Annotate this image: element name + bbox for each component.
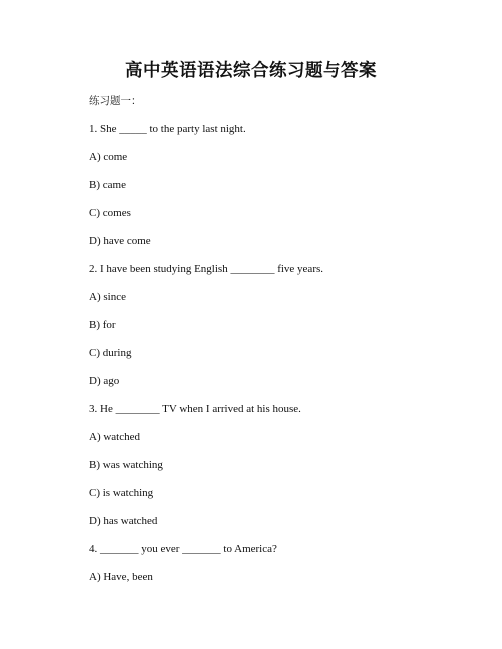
question-2-stem: 2. I have been studying English ________ five years.: [89, 263, 324, 275]
question-3-option-d: D) has watched: [89, 515, 158, 527]
document-title: 高中英语语法综合练习题与答案: [125, 61, 377, 81]
question-3-option-c: C) is watching: [89, 487, 154, 499]
question-2-option-a: A) since: [89, 291, 126, 303]
question-1-option-b: B) came: [89, 179, 126, 191]
question-1-option-a: A) come: [89, 151, 128, 163]
question-4-stem: 4. _______ you ever _______ to America?: [89, 543, 277, 555]
question-2-option-d: D) ago: [89, 375, 120, 387]
question-1-option-c: C) comes: [89, 207, 131, 219]
question-3-option-b: B) was watching: [89, 459, 163, 471]
question-3-stem: 3. He ________ TV when I arrived at his house.: [89, 403, 301, 415]
document-body: [89, 94, 469, 598]
question-1-stem: 1. She _____ to the party last night.: [89, 123, 246, 135]
section-heading: 练习题一：: [89, 95, 142, 107]
question-3-option-a: A) watched: [89, 431, 141, 443]
question-2-option-c: C) during: [89, 347, 132, 359]
question-2-option-b: B) for: [89, 319, 116, 331]
question-1-option-d: D) have come: [89, 235, 151, 247]
question-4-option-a: A) Have, been: [89, 571, 153, 583]
